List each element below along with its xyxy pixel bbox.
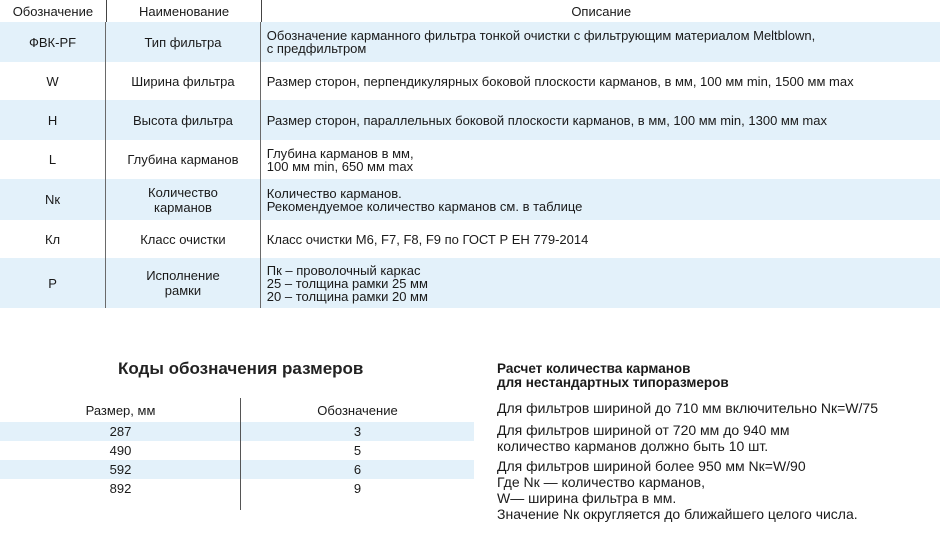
sizes-header [0,398,474,422]
row-description: Количество карманов. Рекомендуемое количество карманов см. в таблице [266,185,583,214]
table-row [0,140,940,179]
size-value: 592 [109,462,132,477]
calc-line: Для фильтров шириной более 950 мм Nк=W/90 [497,458,806,474]
row-name: Класс очистки [106,220,261,258]
size-value: 892 [109,481,132,496]
calc-line: Для фильтров шириной от 720 мм до 940 мм [497,422,790,438]
header-code: Обозначение [0,0,107,22]
sizes-table [0,398,474,498]
table-row [0,441,474,460]
size-code: 3 [353,424,362,439]
calc-title-line: Расчет количества карманов [497,361,691,376]
row-name: Ширина фильтра [106,62,261,100]
table-row [0,179,940,220]
calc-line: Где Nк — количество карманов, [497,474,705,490]
calc-line: Для фильтров шириной до 710 мм включительно Nк=W/75 [497,400,878,416]
row-description: Глубина карманов в мм, 100 мм min, 650 мм max [266,145,414,174]
calc-line: W— ширина фильтра в мм. [497,490,677,506]
row-code: L [0,140,106,179]
table-row [0,100,940,140]
calc-title-line: для нестандартных типоразмеров [497,375,729,390]
row-description: Размер сторон, перпендикулярных боковой плоскости карманов, в мм, 100 мм min, 1500 мм max [266,73,854,89]
row-name: Глубина карманов [106,140,261,179]
row-code: Nк [0,179,106,220]
row-code: P [0,258,106,308]
table-row [0,479,474,498]
row-code: W [0,62,106,100]
row-name: Тип фильтра [106,22,261,62]
pocket-calculation [497,362,940,522]
size-code: 6 [353,462,362,477]
table-row [0,62,940,100]
spec-table-header [0,0,940,22]
table-row [0,460,474,479]
calc-title [497,362,940,390]
size-value: 287 [109,424,132,439]
row-name: Исполнение рамки [106,258,261,308]
row-description: Класс очистки M6, F7, F8, F9 по ГОСТ Р ЕН 779-2014 [266,231,589,247]
calc-line: количество карманов должно быть 10 шт. [497,438,769,454]
size-code: 9 [353,481,362,496]
row-code: H [0,100,106,140]
calc-line: Значение Nк округляется до ближайшего целого числа. [497,506,858,522]
table-row [0,22,940,62]
size-code: 5 [353,443,362,458]
row-description: Обозначение карманного фильтра тонкой очистки с фильтрующим материалом Meltblown, с предфильтром [266,28,816,56]
row-name: Количество карманов [106,179,261,220]
header-name: Наименование [107,0,263,22]
row-description: Пк – проволочный каркас 25 – толщина рамки 25 мм 20 – толщина рамки 20 мм [266,262,428,304]
header-code: Обозначение [317,402,398,418]
sizes-title: Коды обозначения размеров [118,359,364,378]
column-divider [240,398,241,510]
row-code: Кл [0,220,106,258]
table-row [0,422,474,441]
row-name: Высота фильтра [106,100,261,140]
size-value: 490 [109,443,132,458]
row-description: Размер сторон, параллельных боковой плоскости карманов, в мм, 100 мм min, 1300 мм max [266,112,827,128]
table-row [0,220,940,258]
table-row [0,258,940,308]
header-description: Описание [571,3,632,19]
header-size: Размер, мм [85,402,156,418]
row-code: ФВК-PF [0,22,106,62]
